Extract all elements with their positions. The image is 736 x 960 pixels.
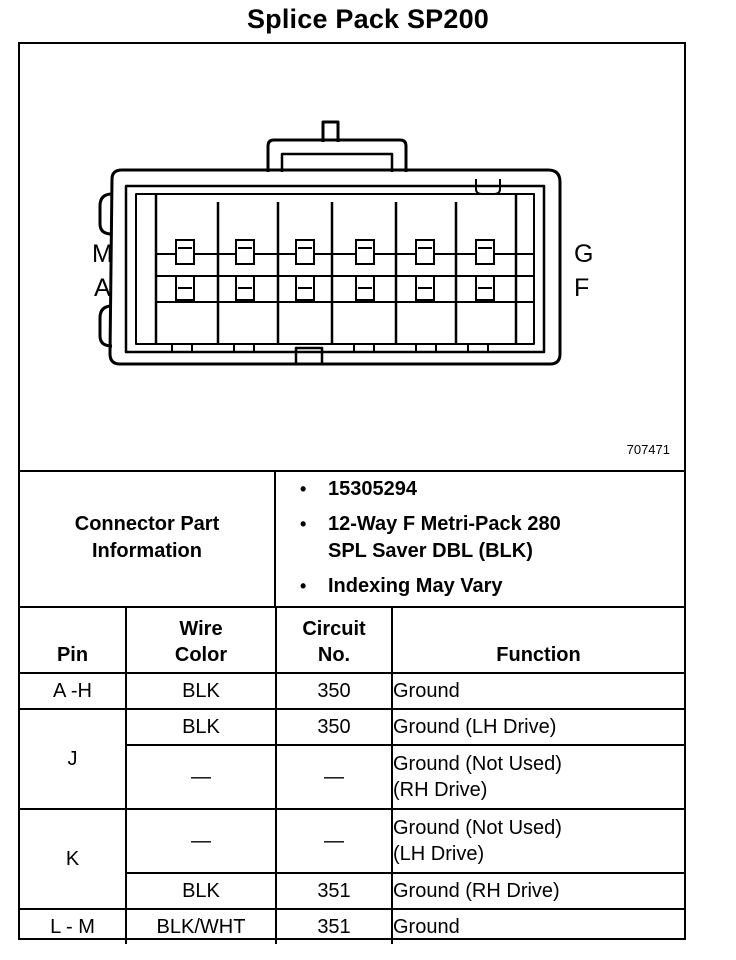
function-line1: Ground (Not Used) <box>393 817 562 839</box>
function-cell: Ground (LH Drive) <box>392 709 684 745</box>
part-number: 15305294 <box>328 478 417 500</box>
bullet-icon: • <box>300 576 307 596</box>
table-header-row <box>20 606 684 673</box>
pin-label-g: G <box>574 240 594 268</box>
connector-info-heading <box>20 470 276 606</box>
pin-label-f: F <box>574 274 590 302</box>
circuit-cell: 351 <box>276 909 392 944</box>
pin-cell: J <box>20 709 126 809</box>
header-circuit-line2: No. <box>317 644 351 666</box>
table-row <box>20 709 684 745</box>
connector-info-heading-line2: Information <box>92 540 202 562</box>
bullet-icon: • <box>300 514 307 534</box>
connector-type-line1: 12-Way F Metri-Pack 280 <box>328 513 561 535</box>
wire-color-cell: BLK/WHT <box>126 909 276 944</box>
table-row <box>20 809 684 873</box>
connector-type-line2: SPL Saver DBL (BLK) <box>328 540 533 562</box>
table-row <box>20 673 684 709</box>
table-row <box>20 909 684 944</box>
wire-color-cell: BLK <box>126 709 276 745</box>
pin-cell: K <box>20 809 126 909</box>
function-cell <box>392 809 684 873</box>
indexing-note: Indexing May Vary <box>328 575 503 597</box>
connector-sheet <box>18 42 686 940</box>
connector-part-info <box>20 470 684 608</box>
pin-cell: A -H <box>20 673 126 709</box>
circuit-cell: — <box>276 745 392 809</box>
pin-label-a: A <box>94 274 111 302</box>
wire-color-cell: BLK <box>126 673 276 709</box>
header-wire-line2: Color <box>174 644 228 666</box>
header-wire-color <box>126 606 276 673</box>
figure-number: 707471 <box>626 442 670 457</box>
wire-color-cell: BLK <box>126 873 276 909</box>
circuit-cell: — <box>276 809 392 873</box>
header-wire-line1: Wire <box>179 618 223 640</box>
function-line1: Ground (Not Used) <box>393 753 562 775</box>
connector-info-heading-line1: Connector Part <box>74 513 220 535</box>
wire-color-cell: — <box>126 745 276 809</box>
connector-diagram <box>20 44 684 472</box>
pin-label-m: M <box>92 240 113 268</box>
connector-info-list <box>300 476 561 608</box>
circuit-cell: 350 <box>276 709 392 745</box>
function-cell: Ground (RH Drive) <box>392 873 684 909</box>
list-item <box>300 573 561 600</box>
function-cell: Ground <box>392 673 684 709</box>
function-cell: Ground <box>392 909 684 944</box>
pin-table <box>20 606 684 944</box>
header-pin: Pin <box>20 606 126 673</box>
header-circuit-line1: Circuit <box>302 618 366 640</box>
list-item <box>300 511 561 565</box>
function-cell <box>392 745 684 809</box>
page-title: Splice Pack SP200 <box>246 4 490 34</box>
pin-cell: L - M <box>20 909 126 944</box>
bullet-icon: • <box>300 479 307 499</box>
list-item <box>300 476 561 503</box>
function-line2: (RH Drive) <box>393 779 488 801</box>
header-circuit-no <box>276 606 392 673</box>
wire-color-cell: — <box>126 809 276 873</box>
function-line2: (LH Drive) <box>393 843 485 865</box>
header-function: Function <box>392 606 684 673</box>
circuit-cell: 351 <box>276 873 392 909</box>
circuit-cell: 350 <box>276 673 392 709</box>
